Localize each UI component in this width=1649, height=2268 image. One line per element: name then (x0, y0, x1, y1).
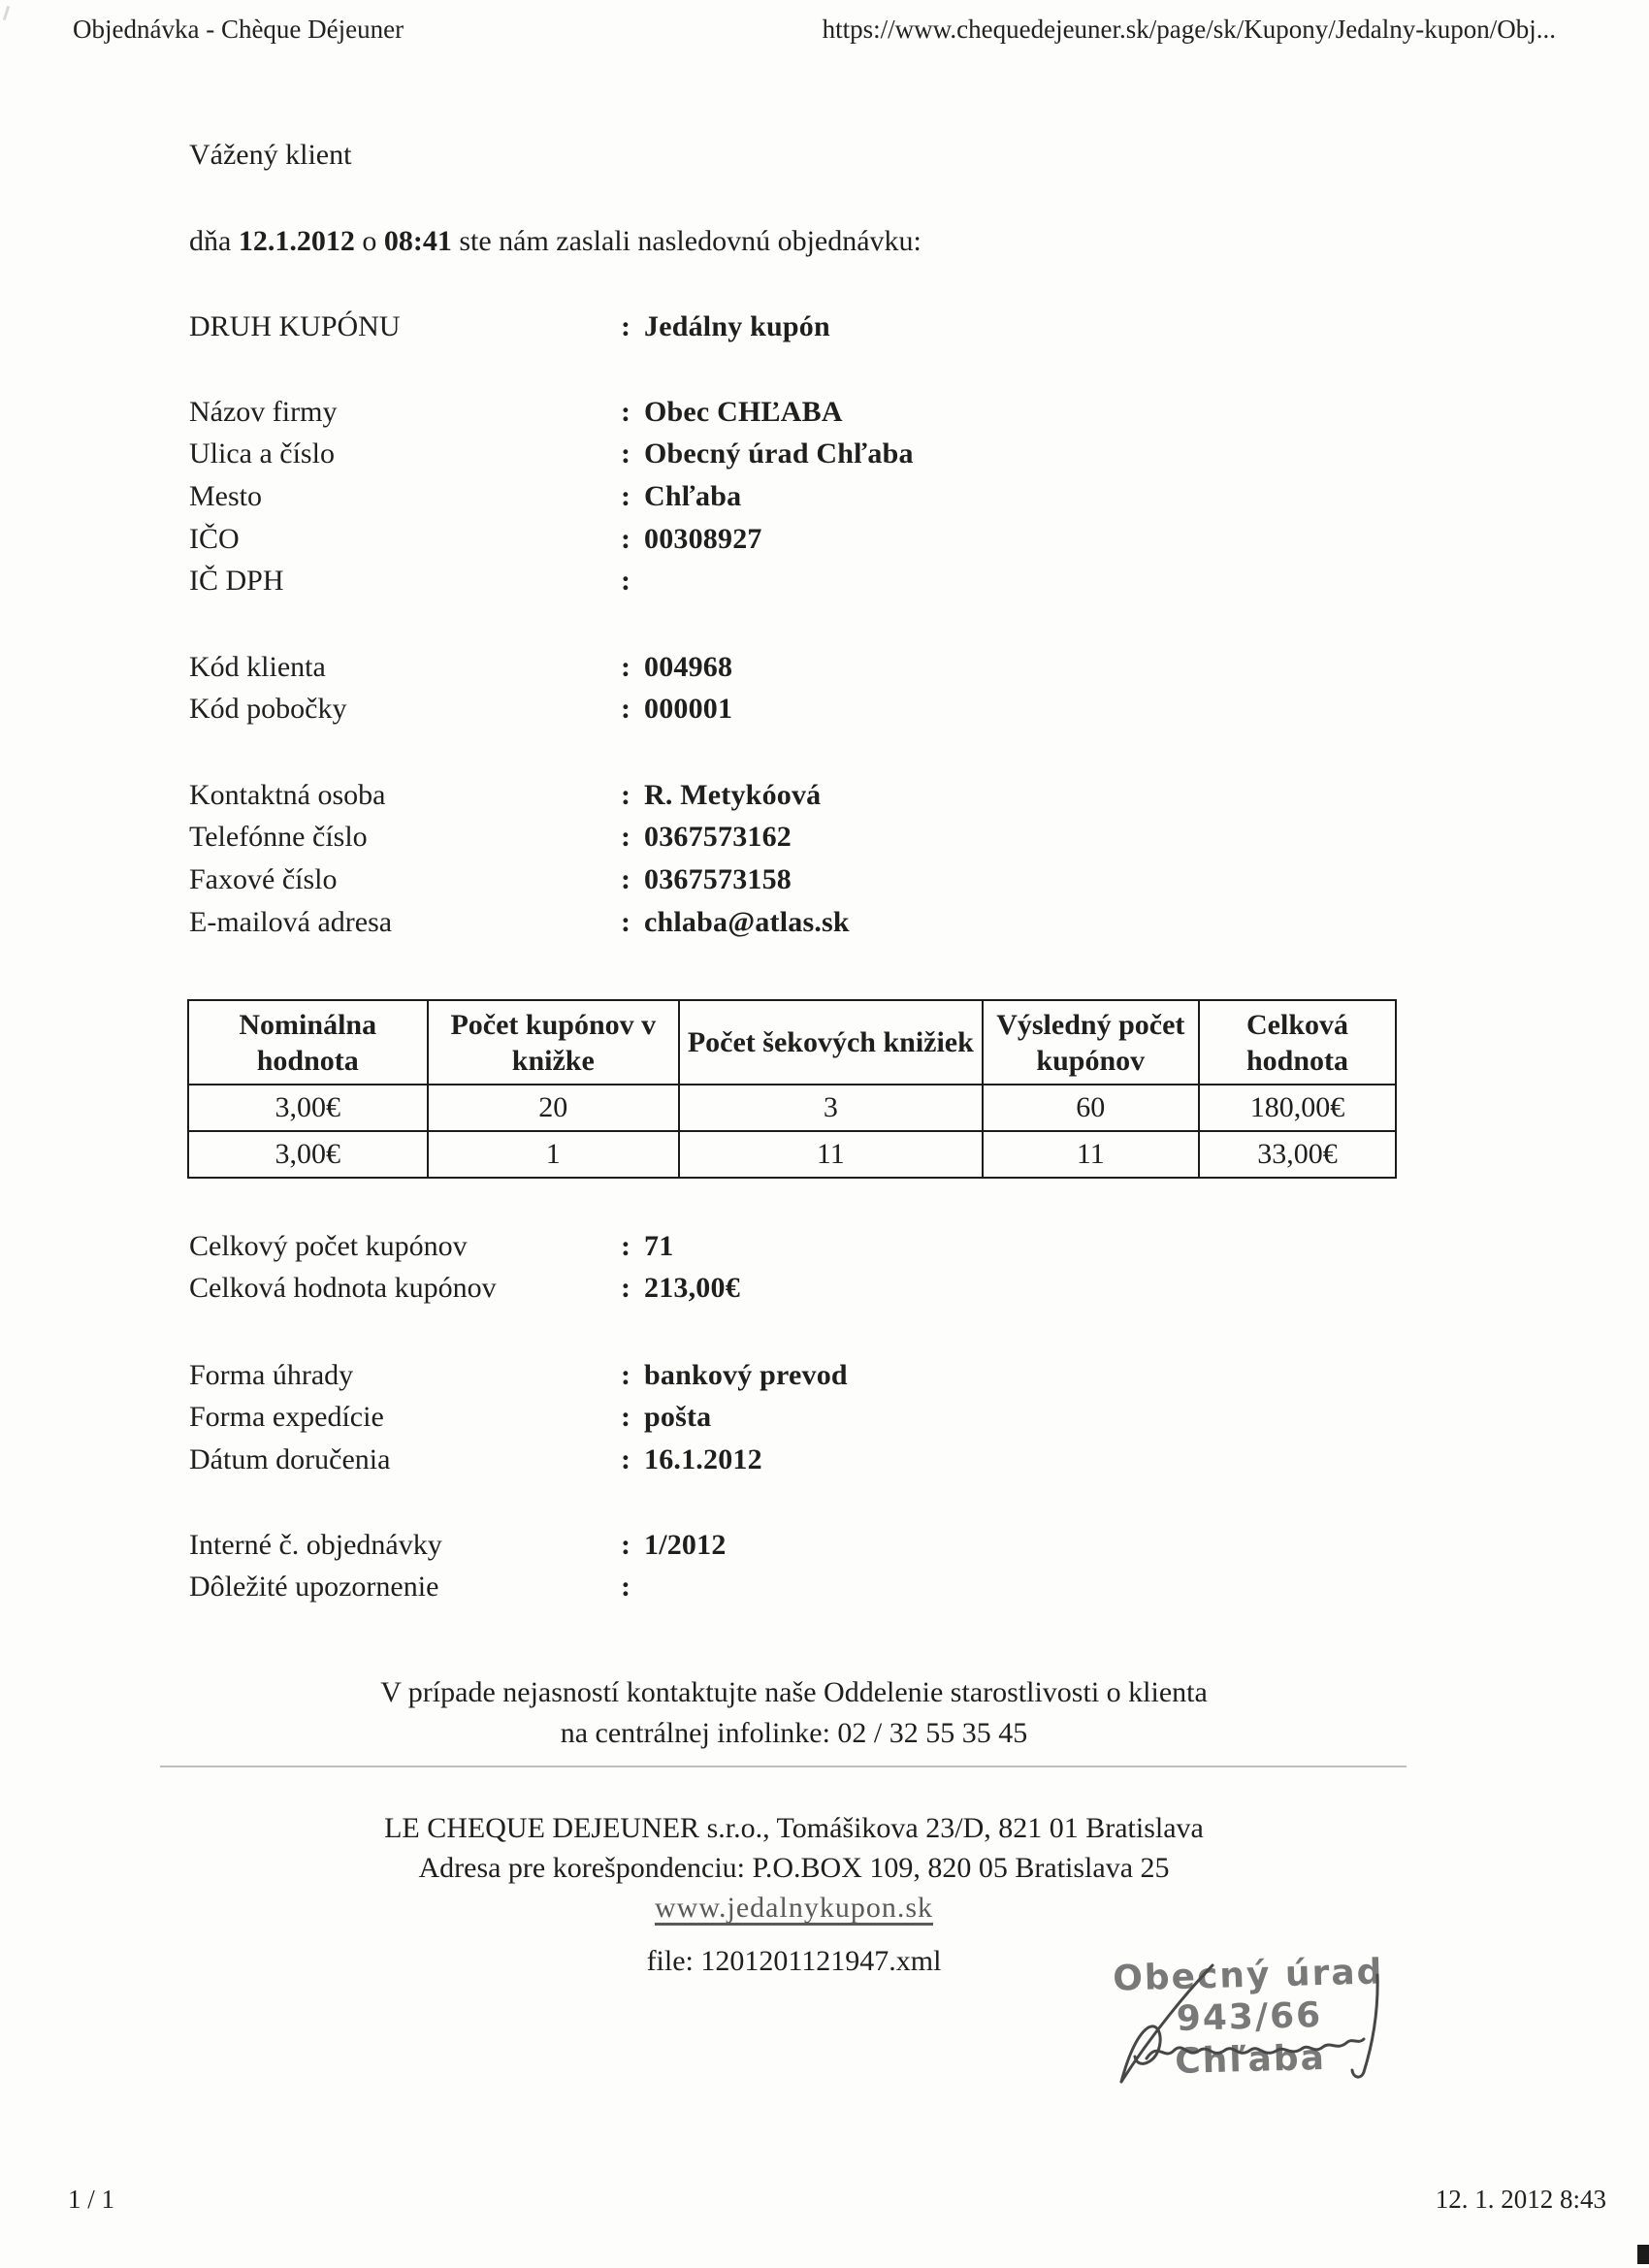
table-row (188, 1131, 1396, 1178)
field-value: pošta (644, 1401, 712, 1434)
field-label: Kód pobočky (189, 693, 347, 726)
field-row (189, 1439, 1399, 1481)
field-colon: : (621, 862, 630, 895)
field-value: Chľaba (644, 479, 742, 512)
scan-artifact (1637, 2245, 1649, 2264)
field-colon: : (621, 1272, 630, 1305)
field-value: 1/2012 (644, 1528, 727, 1561)
field-label: Telefónne číslo (189, 821, 368, 854)
field-colon: : (621, 905, 630, 938)
field-value: 000001 (644, 693, 733, 726)
scan-artifact (3, 6, 10, 20)
field-row (189, 1268, 1399, 1311)
coupon-table-wrapper (187, 999, 1397, 1179)
table-header-row (188, 1000, 1396, 1085)
field-colon: : (621, 309, 630, 342)
field-label: Celkový počet kupónov (189, 1229, 468, 1262)
field-colon: : (621, 437, 630, 470)
field-row (189, 646, 1399, 689)
intro-suffix: ste nám zaslali nasledovnú objednávku: (451, 225, 922, 257)
section-company (189, 391, 1399, 602)
field-value: 004968 (644, 650, 733, 683)
field-value: 71 (644, 1229, 674, 1262)
field-label: Celková hodnota kupónov (189, 1272, 497, 1305)
intro-sentence (189, 224, 922, 259)
website-link[interactable]: www.jedalnykupon.sk (654, 1892, 934, 1924)
field-row (189, 560, 1399, 602)
order-time: 08:41 (383, 225, 452, 257)
table-cell: 11 (983, 1131, 1199, 1178)
order-date: 12.1.2012 (238, 225, 355, 257)
table-cell: 3,00€ (188, 1085, 428, 1131)
table-cell: 3 (679, 1085, 982, 1131)
divider-line (160, 1766, 1406, 1767)
page-number: 1 / 1 (68, 2185, 115, 2214)
table-cell: 60 (983, 1085, 1199, 1131)
field-colon: : (621, 1528, 630, 1561)
coupon-table (187, 999, 1397, 1179)
field-value: Obec CHĽABA (644, 395, 843, 428)
field-row (189, 518, 1399, 561)
table-cell: 3,00€ (188, 1131, 428, 1178)
field-value: Jedálny kupón (644, 309, 830, 342)
field-label: IČO (189, 522, 240, 555)
stamp-line1: Obecný úrad (1112, 1952, 1384, 1999)
field-value: chlaba@atlas.sk (644, 905, 850, 938)
table-cell: 1 (428, 1131, 680, 1178)
stamp-line2: 943/66 Chľaba (1174, 1995, 1327, 2083)
field-row (189, 1397, 1399, 1440)
field-value: 16.1.2012 (644, 1442, 762, 1475)
table-cell: 180,00€ (1199, 1085, 1396, 1131)
section-internal-order (189, 1524, 1399, 1608)
company-website-line (189, 1888, 1399, 1928)
field-value: 00308927 (644, 522, 762, 555)
field-colon: : (621, 693, 630, 726)
table-cell: 11 (679, 1131, 982, 1178)
company-footer (189, 1808, 1399, 1928)
field-label: DRUH KUPÓNU (189, 309, 401, 342)
table-row (188, 1085, 1396, 1131)
intro-prefix: dňa (189, 225, 239, 257)
field-colon: : (621, 1442, 630, 1475)
field-colon: : (621, 479, 630, 512)
field-label: Kód klienta (189, 650, 326, 683)
support-note-line2: na centrálnej infolinke: 02 / 32 55 35 45 (560, 1717, 1028, 1749)
column-header: Počet šekových knižiek (679, 1000, 982, 1085)
company-address-line1: LE CHEQUE DEJEUNER s.r.o., Tomášikova 23/D, 821 01 Bratislava (384, 1812, 1204, 1844)
section-contact (189, 774, 1399, 943)
field-label: E-mailová adresa (189, 905, 393, 938)
field-label: Forma úhrady (189, 1358, 354, 1391)
field-colon: : (621, 1358, 630, 1391)
section-client-codes (189, 646, 1399, 730)
field-label: Názov firmy (189, 395, 338, 428)
field-row (189, 689, 1399, 731)
column-header: Výsledný počet kupónov (983, 1000, 1199, 1085)
field-value: 0367573158 (644, 862, 792, 895)
field-label: Faxové číslo (189, 862, 338, 895)
field-value: 213,00€ (644, 1272, 740, 1305)
field-colon: : (621, 565, 630, 598)
field-label: Dátum doručenia (189, 1442, 391, 1475)
column-header: Nominálna hodnota (188, 1000, 428, 1085)
field-label: Interné č. objednávky (189, 1528, 442, 1561)
field-colon: : (621, 1571, 630, 1604)
field-value: 0367573162 (644, 821, 792, 854)
field-row (189, 1354, 1399, 1397)
document-title: Objednávka - Chèque Déjeuner (73, 15, 404, 44)
field-value: R. Metykóová (644, 778, 822, 811)
section-totals (189, 1225, 1399, 1310)
field-label: Forma expedície (189, 1401, 384, 1434)
field-row (189, 859, 1399, 901)
field-row (189, 475, 1399, 518)
field-colon: : (621, 821, 630, 854)
field-colon: : (621, 395, 630, 428)
field-row (189, 901, 1399, 944)
field-row (189, 434, 1399, 476)
field-row (189, 774, 1399, 817)
support-note-line1: V prípade nejasností kontaktujte naše Oddelenie starostlivosti o klienta (380, 1676, 1208, 1708)
field-label: Kontaktná osoba (189, 778, 386, 811)
field-colon: : (621, 650, 630, 683)
source-url: https://www.chequedejeuner.sk/page/sk/Kupony/Jedalny-kupon/Obj... (822, 15, 1556, 44)
field-value: Obecný úrad Chľaba (644, 437, 914, 470)
field-colon: : (621, 522, 630, 555)
field-row (189, 1567, 1399, 1609)
field-label: Mesto (189, 479, 262, 512)
column-header: Počet kupónov v knižke (428, 1000, 680, 1085)
field-label: IČ DPH (189, 565, 284, 598)
table-cell: 33,00€ (1199, 1131, 1396, 1178)
field-colon: : (621, 1229, 630, 1262)
handwritten-signature (1057, 1963, 1418, 2086)
field-colon: : (621, 1401, 630, 1434)
table-cell: 20 (428, 1085, 680, 1131)
field-row (189, 391, 1399, 434)
print-timestamp: 12. 1. 2012 8:43 (1435, 2185, 1606, 2214)
field-value: bankový prevod (644, 1358, 848, 1391)
column-header: Celková hodnota (1199, 1000, 1396, 1085)
field-row (189, 306, 1399, 348)
print-header (73, 14, 1556, 45)
support-note (189, 1672, 1399, 1754)
field-row (189, 1524, 1399, 1567)
field-row (189, 817, 1399, 859)
field-label: Dôležité upozornenie (189, 1571, 439, 1604)
intro-mid: o (354, 225, 384, 257)
field-colon: : (621, 778, 630, 811)
greeting-text: Vážený klient (189, 139, 352, 171)
field-label: Ulica a číslo (189, 437, 335, 470)
field-row (189, 1225, 1399, 1268)
section-coupon-type (189, 306, 1399, 348)
section-payment-delivery (189, 1354, 1399, 1481)
file-name-line: file: 1201201121947.xml (646, 1945, 942, 1977)
company-address-line2: Adresa pre korešpondenciu: P.O.BOX 109, 820 05 Bratislava 25 (418, 1852, 1170, 1884)
